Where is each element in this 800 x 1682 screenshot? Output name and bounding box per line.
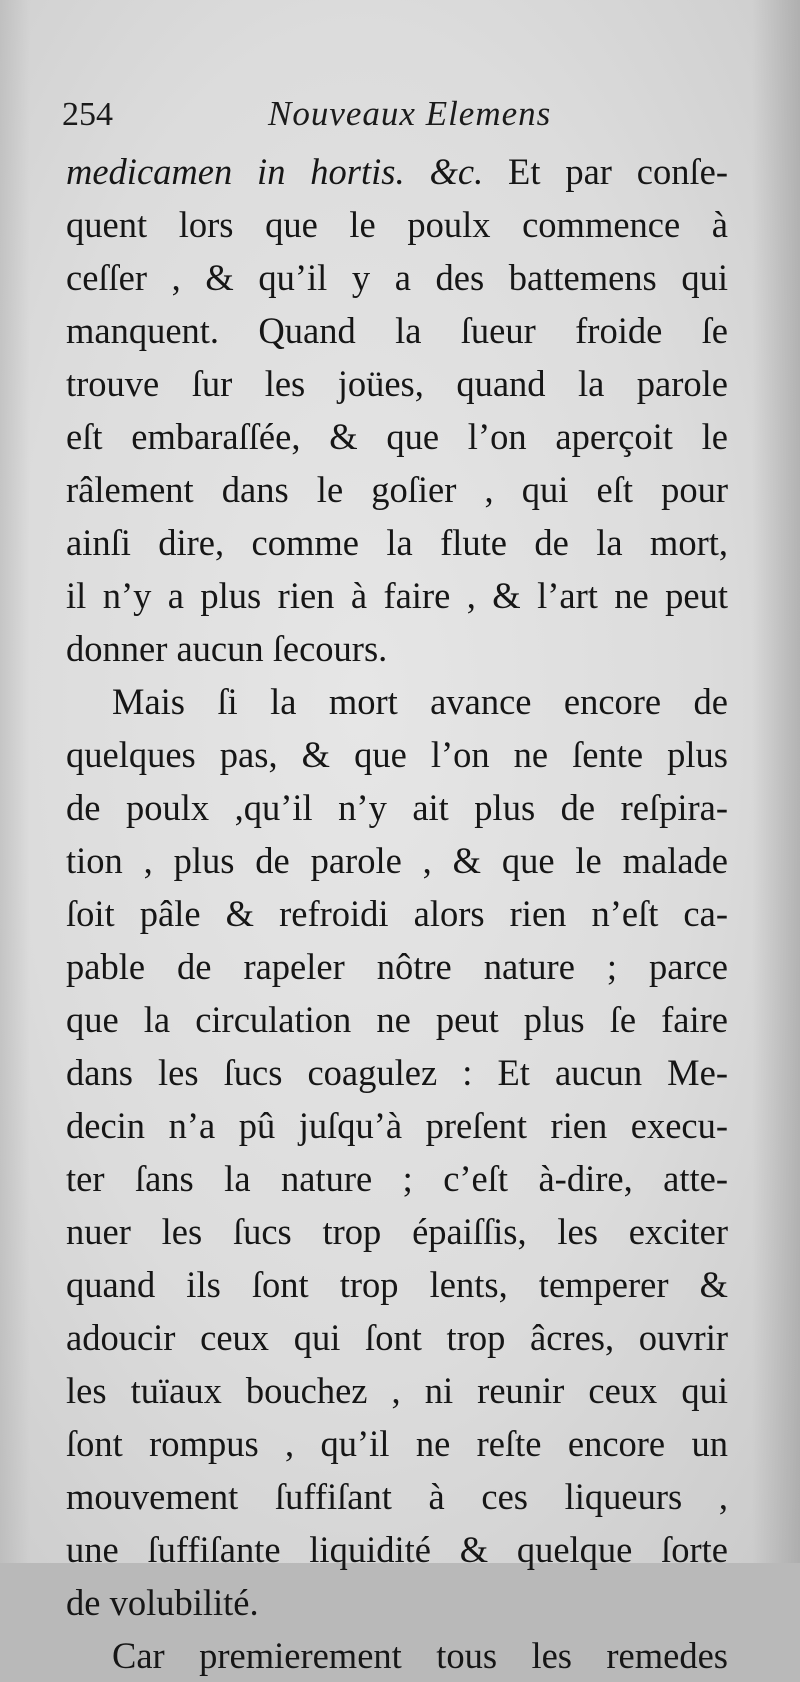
page-number: 254 xyxy=(62,96,113,133)
text-line: ſoit pâle & refroidi alors rien n’eſt ca- xyxy=(66,893,728,934)
text-line: les tuïaux bouchez , ni reunir ceux qui xyxy=(66,1370,728,1411)
text-line: eſt embaraſſée, & que l’on aperçoit le xyxy=(66,416,728,457)
paragraph-end-line: de volubilité. xyxy=(66,1582,259,1623)
text-line: dans les ſucs coagulez : Et aucun Me- xyxy=(66,1052,728,1093)
text-line: il n’y a plus rien à faire , & l’art ne peut xyxy=(66,575,728,616)
page-left-shadow xyxy=(0,0,30,1563)
first-line-continuation: Et par conſe- xyxy=(483,151,728,192)
italic-latin-phrase: medicamen in hortis. &c. xyxy=(66,151,484,192)
text-line: trouve ſur les joües, quand la parole xyxy=(66,363,728,404)
text-line: ceſſer , & qu’il y a des battemens qui xyxy=(66,257,728,298)
paragraph-start-line: Car premierement tous les remedes xyxy=(112,1635,728,1676)
text-line: mouvement ſuffiſant à ces liqueurs , xyxy=(66,1476,728,1517)
text-line: adoucir ceux qui ſont trop âcres, ouvrir xyxy=(66,1317,728,1358)
text-line: manquent. Quand la ſueur froide ſe xyxy=(66,310,728,351)
text-line: ſont rompus , qu’il ne reſte encore un xyxy=(66,1423,728,1464)
text-line: nuer les ſucs trop épaiſſis, les exciter xyxy=(66,1211,728,1252)
text-line: ainſi dire, comme la flute de la mort, xyxy=(66,522,728,563)
running-head xyxy=(62,96,742,146)
paragraph-start-line: Mais ſi la mort avance encore de xyxy=(112,681,728,722)
text-line: quelques pas, & que l’on ne ſente plus xyxy=(66,734,728,775)
running-title: Nouveaux Elemens xyxy=(268,94,552,133)
text-line: pable de rapeler nôtre nature ; parce xyxy=(66,946,728,987)
text-line: tion , plus de parole , & que le malade xyxy=(66,840,728,881)
text-line: que la circulation ne peut plus ſe faire xyxy=(66,999,728,1040)
text-line: quand ils ſont trop lents, temperer & xyxy=(66,1264,728,1305)
paragraph-end-line: donner aucun ſecours. xyxy=(66,628,388,669)
text-line: de poulx ,qu’il n’y ait plus de reſpira- xyxy=(66,787,728,828)
text-line: quent lors que le poulx commence à xyxy=(66,204,728,245)
text-line-1 xyxy=(66,145,728,198)
text-line: ter ſans la nature ; c’eſt à-dire, atte- xyxy=(66,1158,728,1199)
text-line: râlement dans le goſier , qui eſt pour xyxy=(66,469,728,510)
text-line: une ſuffiſante liquidité & quelque ſorte xyxy=(66,1529,728,1570)
text-line: decin n’a pû juſqu’à preſent rien execu- xyxy=(66,1105,728,1146)
body-text xyxy=(66,145,728,1682)
page-right-shadow xyxy=(752,0,800,1563)
